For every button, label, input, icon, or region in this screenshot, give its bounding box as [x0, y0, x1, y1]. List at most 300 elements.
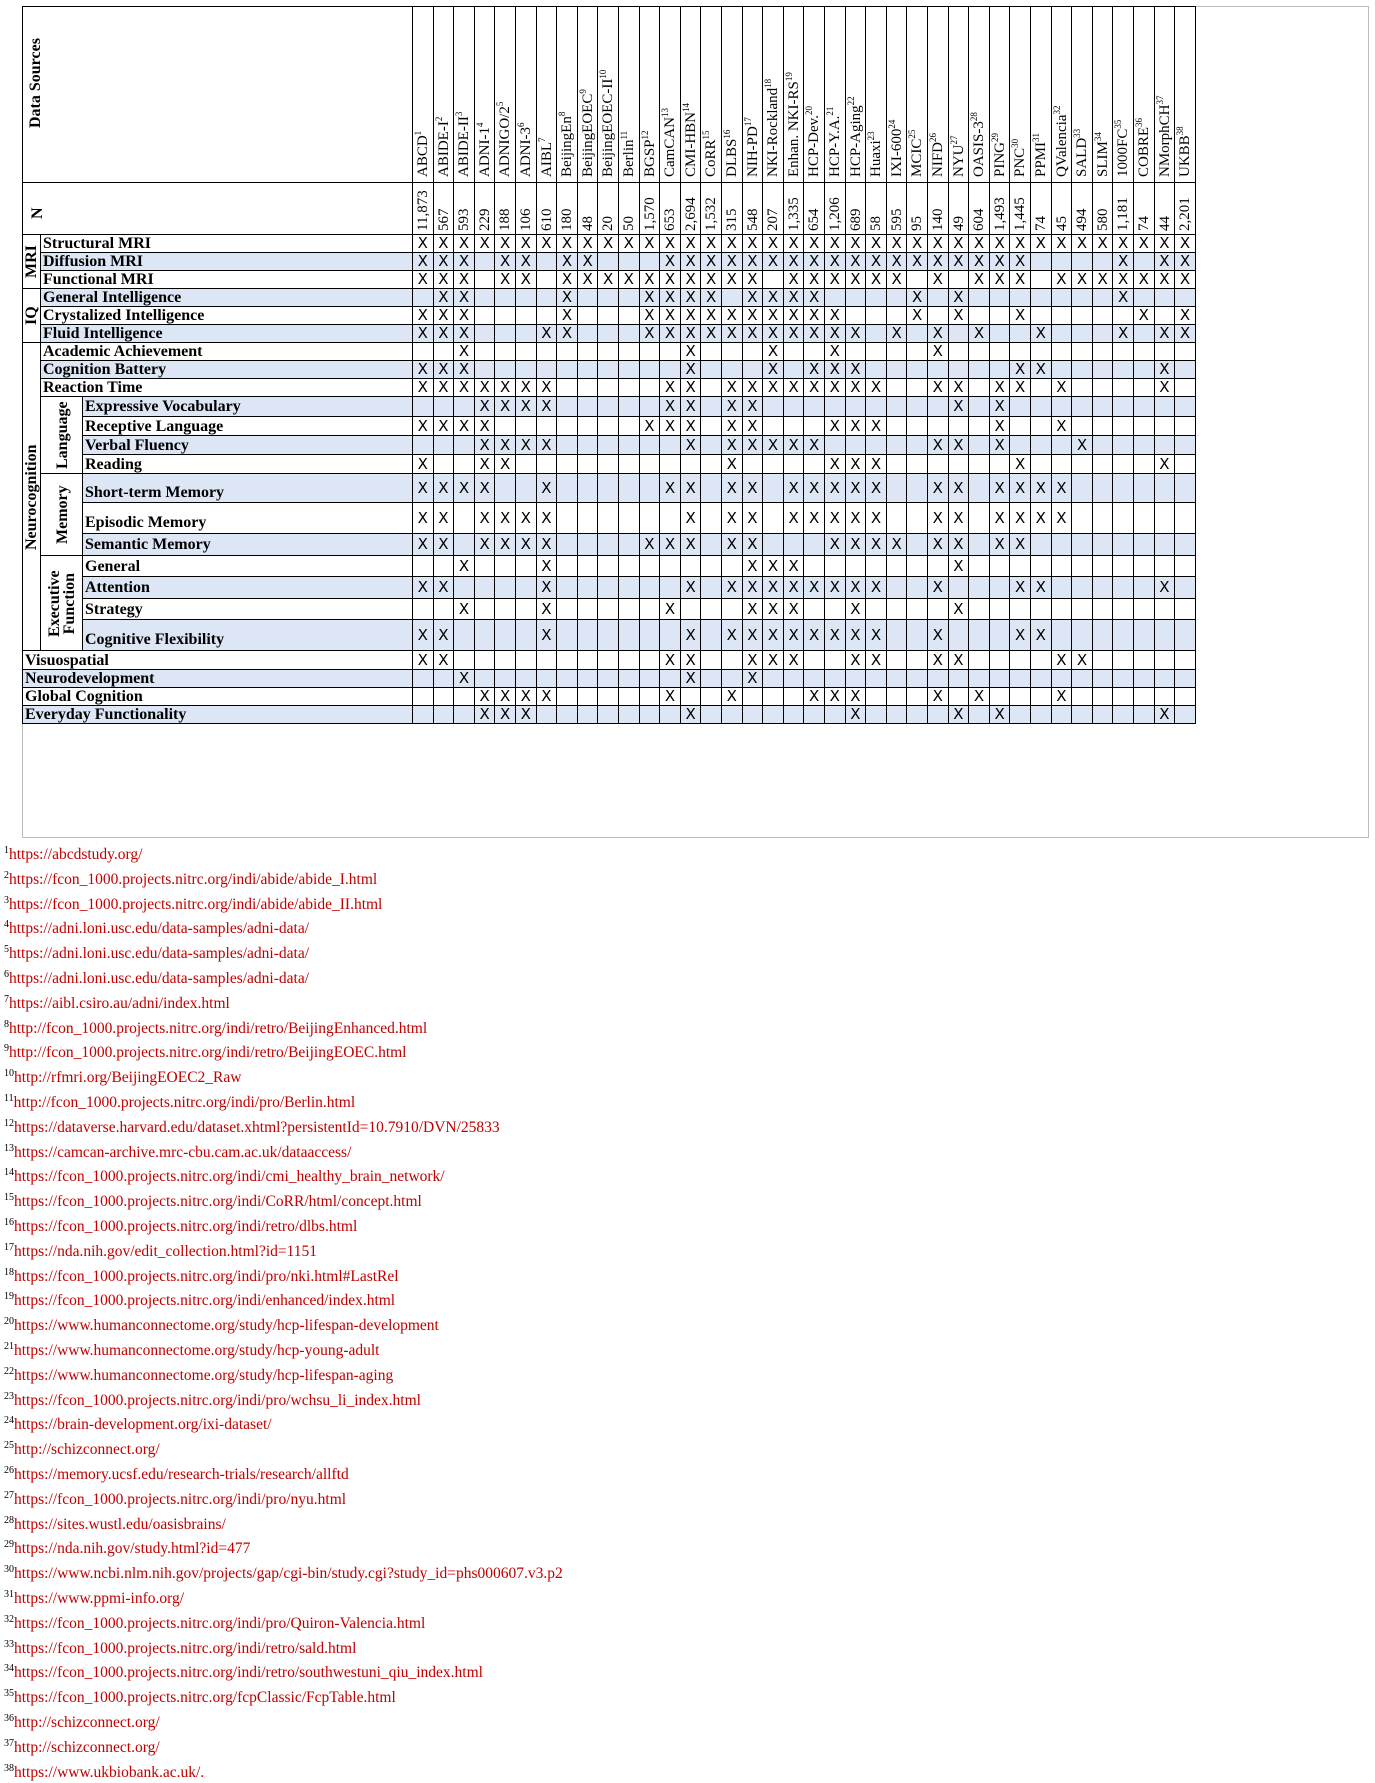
- mark-cell: [783, 252, 805, 271]
- x-mark: X: [458, 252, 470, 270]
- source-ref: 32: [1051, 105, 1062, 115]
- mark-cell: [989, 555, 1011, 577]
- mark-cell: [865, 669, 887, 688]
- n-header-cell: [22, 182, 413, 235]
- mark-cell: [556, 270, 578, 289]
- mark-cell: [948, 306, 970, 325]
- source-name-text: BeijingEOEC: [579, 93, 596, 177]
- footnote-link[interactable]: https://www.humanconnectome.org/study/hcp-lifespan-development: [14, 1317, 439, 1335]
- footnote-link[interactable]: https://camcan-archive.mrc-cbu.cam.ac.uk/dataaccess/: [14, 1143, 352, 1161]
- mark-cell: [1051, 454, 1073, 474]
- source-header-25: [927, 6, 949, 183]
- mark-cell: [824, 234, 846, 253]
- source-n-value: 48: [579, 216, 596, 231]
- mark-cell: [639, 533, 661, 556]
- source-name: [908, 130, 926, 177]
- footnote-number: 28: [4, 1514, 14, 1526]
- footnote-link[interactable]: https://www.ppmi-info.org/: [14, 1590, 185, 1607]
- source-name: [785, 72, 803, 177]
- footnote-link[interactable]: https://adni.loni.usc.edu/data-samples/adni-data/: [9, 970, 310, 987]
- source-ref: 11: [619, 130, 629, 140]
- mark-cell: [556, 533, 578, 556]
- mark-cell: [1030, 598, 1052, 620]
- row-label: Expressive Vocabulary: [85, 398, 241, 415]
- footnote-link[interactable]: https://fcon_1000.projects.nitrc.org/indi/CoRR/html/concept.html: [14, 1193, 422, 1211]
- footnote-link[interactable]: http://fcon_1000.projects.nitrc.org/indi/retro/BeijingEnhanced.html: [9, 1019, 428, 1037]
- footnote-link[interactable]: https://www.ncbi.nlm.nih.gov/projects/gap/cgi-bin/study.cgi?study_id=phs000607.v3.p2: [14, 1565, 563, 1583]
- footnote-21: [4, 1342, 379, 1360]
- mark-cell: [433, 502, 455, 534]
- x-mark: X: [891, 252, 902, 270]
- mark-cell: [886, 650, 908, 670]
- mark-cell: [865, 650, 887, 670]
- row-label: Short-term Memory: [85, 483, 225, 501]
- mark-cell: [968, 533, 990, 556]
- footnote-number: 31: [4, 1589, 14, 1600]
- mark-cell: [1092, 342, 1114, 361]
- mark-cell: [762, 306, 784, 325]
- mark-cell: [474, 378, 496, 397]
- x-mark: X: [767, 557, 779, 575]
- source-name-text: BeijingEn: [559, 116, 576, 177]
- source-ref: 30: [1010, 138, 1021, 148]
- mark-cell: [700, 650, 722, 670]
- mark-cell: [1030, 502, 1052, 534]
- mark-cell: [824, 473, 846, 503]
- x-mark: X: [1138, 270, 1149, 288]
- mark-cell: [1051, 252, 1073, 271]
- mark-cell: [1051, 555, 1073, 577]
- mark-cell: [597, 619, 619, 651]
- mark-cell: [742, 533, 764, 556]
- footnote-number: 34: [4, 1663, 14, 1675]
- mark-cell: [639, 576, 661, 599]
- mark-cell: [1051, 435, 1073, 455]
- mark-cell: [948, 342, 970, 361]
- x-mark: X: [994, 397, 1005, 415]
- mark-cell: [412, 396, 434, 417]
- mark-cell: [659, 324, 681, 343]
- footnote-link[interactable]: http://schizconnect.org/: [14, 1714, 160, 1731]
- x-mark: X: [664, 600, 676, 618]
- source-header-12: [659, 6, 681, 183]
- source-name-text: QValencia: [1053, 114, 1070, 177]
- mark-cell: [680, 454, 702, 474]
- source-header-30: [1030, 6, 1052, 183]
- mark-cell: [1092, 306, 1114, 325]
- x-mark: X: [1159, 252, 1170, 270]
- mark-cell: [927, 502, 949, 534]
- mark-cell: [536, 435, 558, 455]
- row-label-cell: [40, 342, 413, 361]
- row-label-cell: [82, 576, 413, 599]
- mark-cell: [886, 234, 908, 253]
- source-ref: 6: [516, 122, 526, 127]
- mark-cell: [700, 378, 722, 397]
- footnote-number: 8: [4, 1018, 9, 1030]
- mark-cell: [515, 378, 537, 397]
- mark-cell: [762, 619, 784, 651]
- x-mark: X: [1159, 705, 1170, 723]
- mark-cell: [927, 619, 949, 651]
- mark-cell: [659, 396, 681, 417]
- mark-cell: [1154, 396, 1176, 417]
- mark-cell: [927, 705, 949, 724]
- mark-cell: [1071, 416, 1093, 436]
- mark-cell: [453, 234, 475, 253]
- x-mark: X: [664, 234, 676, 252]
- mark-cell: [515, 360, 537, 379]
- mark-cell: [803, 435, 825, 455]
- mark-cell: [515, 598, 537, 620]
- source-name-text: COBRE: [1136, 126, 1152, 177]
- x-mark: X: [438, 288, 449, 306]
- x-mark: X: [747, 436, 758, 454]
- source-ref: 33: [1072, 128, 1083, 138]
- mark-cell: [1009, 342, 1031, 361]
- source-n-value: 140: [930, 208, 946, 231]
- mark-cell: [803, 576, 825, 599]
- x-mark: X: [767, 234, 779, 252]
- x-mark: X: [912, 288, 923, 306]
- source-n-19: [803, 182, 825, 235]
- mark-cell: [1112, 687, 1134, 706]
- mark-cell: [680, 234, 702, 253]
- mark-cell: [989, 533, 1011, 556]
- x-mark: X: [458, 557, 470, 575]
- source-ref: 13: [660, 108, 671, 117]
- mark-cell: [597, 360, 619, 379]
- x-mark: X: [809, 687, 820, 705]
- mark-cell: [1071, 378, 1093, 397]
- row-label: Fluid Intelligence: [43, 325, 163, 342]
- source-n-value: 567: [435, 208, 452, 231]
- mark-cell: [474, 576, 496, 599]
- mark-cell: [1112, 252, 1134, 271]
- mark-cell: [1154, 533, 1176, 556]
- source-name-text: ABCD: [415, 135, 431, 177]
- mark-cell: [1092, 502, 1114, 534]
- mark-cell: [1009, 576, 1031, 599]
- mark-cell: [845, 324, 867, 343]
- source-n-0: [412, 182, 434, 235]
- x-mark: X: [953, 535, 964, 553]
- footnote-link[interactable]: https://fcon_1000.projects.nitrc.org/indi/abide/abide_I.html: [9, 870, 378, 888]
- row-label-cell: [40, 378, 413, 397]
- x-mark: X: [994, 705, 1005, 723]
- mark-cell: [1092, 473, 1114, 503]
- mark-cell: [1174, 360, 1196, 379]
- footnote-link[interactable]: https://fcon_1000.projects.nitrc.org/indi/cmi_healthy_brain_network/: [14, 1168, 445, 1186]
- x-mark: X: [458, 360, 470, 378]
- x-mark: X: [829, 578, 840, 596]
- mark-cell: [1092, 396, 1114, 417]
- footnote-link[interactable]: https://fcon_1000.projects.nitrc.org/indi/pro/nki.html#LastRel: [14, 1267, 399, 1285]
- mark-cell: [989, 576, 1011, 599]
- mark-cell: [1112, 378, 1134, 397]
- mark-cell: [927, 473, 949, 503]
- mark-cell: [1051, 502, 1073, 534]
- mark-cell: [968, 650, 990, 670]
- mark-cell: [680, 324, 702, 343]
- x-mark: X: [417, 306, 428, 324]
- source-n-25: [927, 182, 949, 235]
- mark-cell: [433, 576, 455, 599]
- footnote-link[interactable]: https://www.humanconnectome.org/study/hcp-young-adult: [14, 1342, 380, 1359]
- mark-cell: [597, 576, 619, 599]
- source-header-27: [968, 6, 990, 183]
- mark-cell: [968, 454, 990, 474]
- mark-cell: [618, 454, 640, 474]
- source-name-text: PNC: [1012, 147, 1029, 177]
- mark-cell: [412, 576, 434, 599]
- footnote-link[interactable]: https://nda.nih.gov/study.html?id=477: [14, 1540, 251, 1558]
- x-mark: X: [458, 324, 470, 342]
- mark-cell: [556, 669, 578, 688]
- x-mark: X: [726, 455, 737, 473]
- footnote-link[interactable]: https://nda.nih.gov/edit_collection.html?id=1151: [14, 1242, 318, 1260]
- mark-cell: [1092, 598, 1114, 620]
- footnote-link[interactable]: https://fcon_1000.projects.nitrc.org/indi/retro/sald.html: [14, 1639, 357, 1657]
- row-label-cell: [82, 454, 413, 474]
- x-mark: X: [1056, 687, 1067, 705]
- x-mark: X: [788, 600, 799, 618]
- source-ref: 14: [680, 102, 691, 112]
- source-ref: 15: [701, 130, 712, 140]
- mark-cell: [680, 306, 702, 325]
- source-n-24: [906, 182, 928, 235]
- mark-cell: [721, 306, 743, 325]
- mark-cell: [515, 650, 537, 670]
- mark-cell: [618, 234, 640, 253]
- x-mark: X: [809, 626, 820, 644]
- mark-cell: [1071, 234, 1093, 253]
- x-mark: X: [932, 509, 943, 527]
- mark-cell: [1112, 669, 1134, 688]
- mark-cell: [845, 234, 867, 253]
- row-label-cell: [40, 252, 413, 271]
- x-mark: X: [829, 378, 840, 396]
- footnote-link[interactable]: https://www.ukbiobank.ac.uk/.: [14, 1763, 205, 1781]
- footnote-link[interactable]: https://fcon_1000.projects.nitrc.org/indi/retro/southwestuni_qiu_index.html: [14, 1664, 483, 1682]
- mark-cell: [968, 502, 990, 534]
- x-mark: X: [417, 509, 428, 527]
- data-sources-table: [22, 6, 1196, 724]
- x-mark: X: [685, 669, 696, 687]
- footnote-link[interactable]: https://www.humanconnectome.org/study/hcp-lifespan-aging: [14, 1366, 394, 1384]
- mark-cell: [556, 576, 578, 599]
- footnote-number: 4: [4, 919, 9, 931]
- mark-cell: [906, 324, 928, 343]
- footnote-link[interactable]: https://dataverse.harvard.edu/dataset.xhtml?persistentId=10.7910/DVN/25833: [14, 1118, 500, 1136]
- mark-cell: [721, 598, 743, 620]
- footnote-link[interactable]: http://rfmri.org/BeijingEOEC2_Raw: [14, 1069, 242, 1087]
- x-mark: X: [685, 397, 696, 415]
- x-mark: X: [809, 252, 820, 270]
- footnote-number: 18: [4, 1266, 14, 1278]
- mark-cell: [762, 576, 784, 599]
- x-mark: X: [685, 651, 696, 669]
- x-mark: X: [1118, 234, 1129, 252]
- x-mark: X: [520, 234, 531, 252]
- source-name: [1094, 132, 1112, 177]
- mark-cell: [453, 270, 475, 289]
- source-ref: 22: [845, 96, 856, 106]
- x-mark: X: [891, 234, 902, 252]
- mark-cell: [433, 454, 455, 474]
- subgroup-cell-1: [40, 473, 83, 556]
- source-ref: 37: [1154, 95, 1165, 105]
- x-mark: X: [417, 324, 428, 342]
- mark-cell: [536, 533, 558, 556]
- mark-cell: [618, 342, 640, 361]
- x-mark: X: [809, 578, 820, 596]
- mark-cell: [1174, 473, 1196, 503]
- mark-cell: [453, 533, 475, 556]
- x-mark: X: [747, 669, 758, 687]
- footnote-link[interactable]: http://schizconnect.org/: [14, 1738, 160, 1756]
- mark-cell: [886, 252, 908, 271]
- mark-cell: [433, 650, 455, 670]
- x-mark: X: [932, 324, 943, 342]
- mark-cell: [700, 416, 722, 436]
- mark-cell: [948, 533, 970, 556]
- x-mark: X: [932, 378, 943, 396]
- x-mark: X: [541, 397, 552, 415]
- footnote-link[interactable]: https://fcon_1000.projects.nitrc.org/indi/abide/abide_II.html: [9, 895, 383, 913]
- x-mark: X: [829, 306, 840, 324]
- source-name-text: Enhan. NKI-RS: [785, 81, 802, 177]
- mark-cell: [1071, 435, 1093, 455]
- footnote-8: [4, 1020, 427, 1038]
- mark-cell: [1174, 650, 1196, 670]
- mark-cell: [927, 669, 949, 688]
- mark-cell: [886, 705, 908, 724]
- mark-cell: [412, 435, 434, 455]
- x-mark: X: [953, 397, 964, 415]
- x-mark: X: [747, 417, 758, 435]
- mark-cell: [680, 435, 702, 455]
- mark-cell: [968, 669, 990, 688]
- footnote-link[interactable]: https://fcon_1000.projects.nitrc.org/indi/pro/Quiron-Valencia.html: [14, 1614, 426, 1632]
- mark-cell: [989, 396, 1011, 417]
- mark-cell: [968, 288, 990, 307]
- mark-cell: [1071, 576, 1093, 599]
- mark-cell: [515, 473, 537, 503]
- footnote-link[interactable]: https://fcon_1000.projects.nitrc.org/indi/pro/wchsu_li_index.html: [14, 1391, 421, 1409]
- footnote-number: 10: [4, 1068, 14, 1080]
- mark-cell: [474, 252, 496, 271]
- mark-cell: [680, 598, 702, 620]
- footnote-link[interactable]: https://memory.ucsf.edu/research-trials/research/allftd: [14, 1466, 349, 1483]
- x-mark: X: [1159, 234, 1170, 252]
- mark-cell: [1051, 576, 1073, 599]
- footnote-link[interactable]: https://fcon_1000.projects.nitrc.org/indi/pro/nyu.html: [14, 1490, 347, 1508]
- mark-cell: [659, 669, 681, 688]
- x-mark: X: [788, 288, 799, 306]
- mark-cell: [1154, 454, 1176, 474]
- mark-cell: [1030, 360, 1052, 379]
- mark-cell: [412, 619, 434, 651]
- mark-cell: [1112, 416, 1134, 436]
- source-header-22: [865, 6, 887, 183]
- mark-cell: [1133, 378, 1155, 397]
- mark-cell: [618, 669, 640, 688]
- x-mark: X: [582, 234, 593, 252]
- mark-cell: [721, 342, 743, 361]
- mark-cell: [927, 288, 949, 307]
- footnote-link[interactable]: https://adni.loni.usc.edu/data-samples/adni-data/: [9, 920, 310, 938]
- source-name: [579, 89, 597, 177]
- x-mark: X: [850, 360, 861, 378]
- mark-cell: [845, 416, 867, 436]
- footnote-link[interactable]: http://schizconnect.org/: [14, 1441, 160, 1459]
- footnote-link[interactable]: https://fcon_1000.projects.nitrc.org/indi/retro/dlbs.html: [14, 1218, 358, 1235]
- mark-cell: [1030, 473, 1052, 503]
- x-mark: X: [767, 626, 779, 644]
- mark-cell: [845, 687, 867, 706]
- footnote-link[interactable]: https://fcon_1000.projects.nitrc.org/fcpClassic/FcpTable.html: [14, 1689, 396, 1707]
- x-mark: X: [603, 270, 614, 288]
- mark-cell: [700, 598, 722, 620]
- footnote-link[interactable]: http://fcon_1000.projects.nitrc.org/indi/retro/BeijingEOEC.html: [9, 1044, 407, 1062]
- footnote-link[interactable]: https://abcdstudy.org/: [9, 846, 143, 863]
- mark-cell: [577, 342, 599, 361]
- mark-cell: [639, 669, 661, 688]
- footnote-link[interactable]: https://fcon_1000.projects.nitrc.org/indi/enhanced/index.html: [14, 1292, 396, 1310]
- subgroup-label: Memory: [53, 485, 71, 545]
- footnote-link[interactable]: https://aibl.csiro.au/adni/index.html: [9, 994, 230, 1012]
- mark-cell: [968, 687, 990, 706]
- mark-cell: [700, 342, 722, 361]
- x-mark: X: [438, 324, 449, 342]
- x-mark: X: [685, 535, 696, 553]
- x-mark: X: [809, 324, 820, 342]
- footnote-link[interactable]: https://adni.loni.usc.edu/data-samples/adni-data/: [9, 945, 310, 963]
- mark-cell: [659, 306, 681, 325]
- mark-cell: [865, 454, 887, 474]
- footnote-link[interactable]: http://fcon_1000.projects.nitrc.org/indi/pro/Berlin.html: [13, 1094, 356, 1111]
- mark-cell: [1092, 435, 1114, 455]
- mark-cell: [412, 378, 434, 397]
- mark-cell: [597, 416, 619, 436]
- mark-cell: [865, 473, 887, 503]
- source-n-value: 2,694: [682, 197, 699, 231]
- source-header-23: [886, 6, 908, 183]
- mark-cell: [742, 454, 764, 474]
- source-ref: 17: [742, 117, 753, 127]
- x-mark: X: [561, 234, 573, 252]
- x-mark: X: [479, 479, 490, 497]
- x-mark: X: [458, 234, 470, 252]
- mark-cell: [453, 396, 475, 417]
- mark-cell: [453, 576, 475, 599]
- mark-cell: [597, 705, 619, 724]
- mark-cell: [865, 324, 887, 343]
- footnote-link[interactable]: https://sites.wustl.edu/oasisbrains/: [14, 1515, 226, 1533]
- x-mark: X: [953, 705, 964, 723]
- mark-cell: [1030, 270, 1052, 289]
- mark-cell: [948, 360, 970, 379]
- source-header-17: [762, 6, 784, 183]
- x-mark: X: [500, 509, 511, 527]
- x-mark: X: [870, 270, 882, 288]
- x-mark: X: [664, 252, 676, 270]
- x-mark: X: [850, 270, 861, 288]
- footnote-link[interactable]: https://brain-development.org/ixi-dataset/: [14, 1416, 272, 1434]
- x-mark: X: [438, 360, 449, 378]
- mark-cell: [783, 288, 805, 307]
